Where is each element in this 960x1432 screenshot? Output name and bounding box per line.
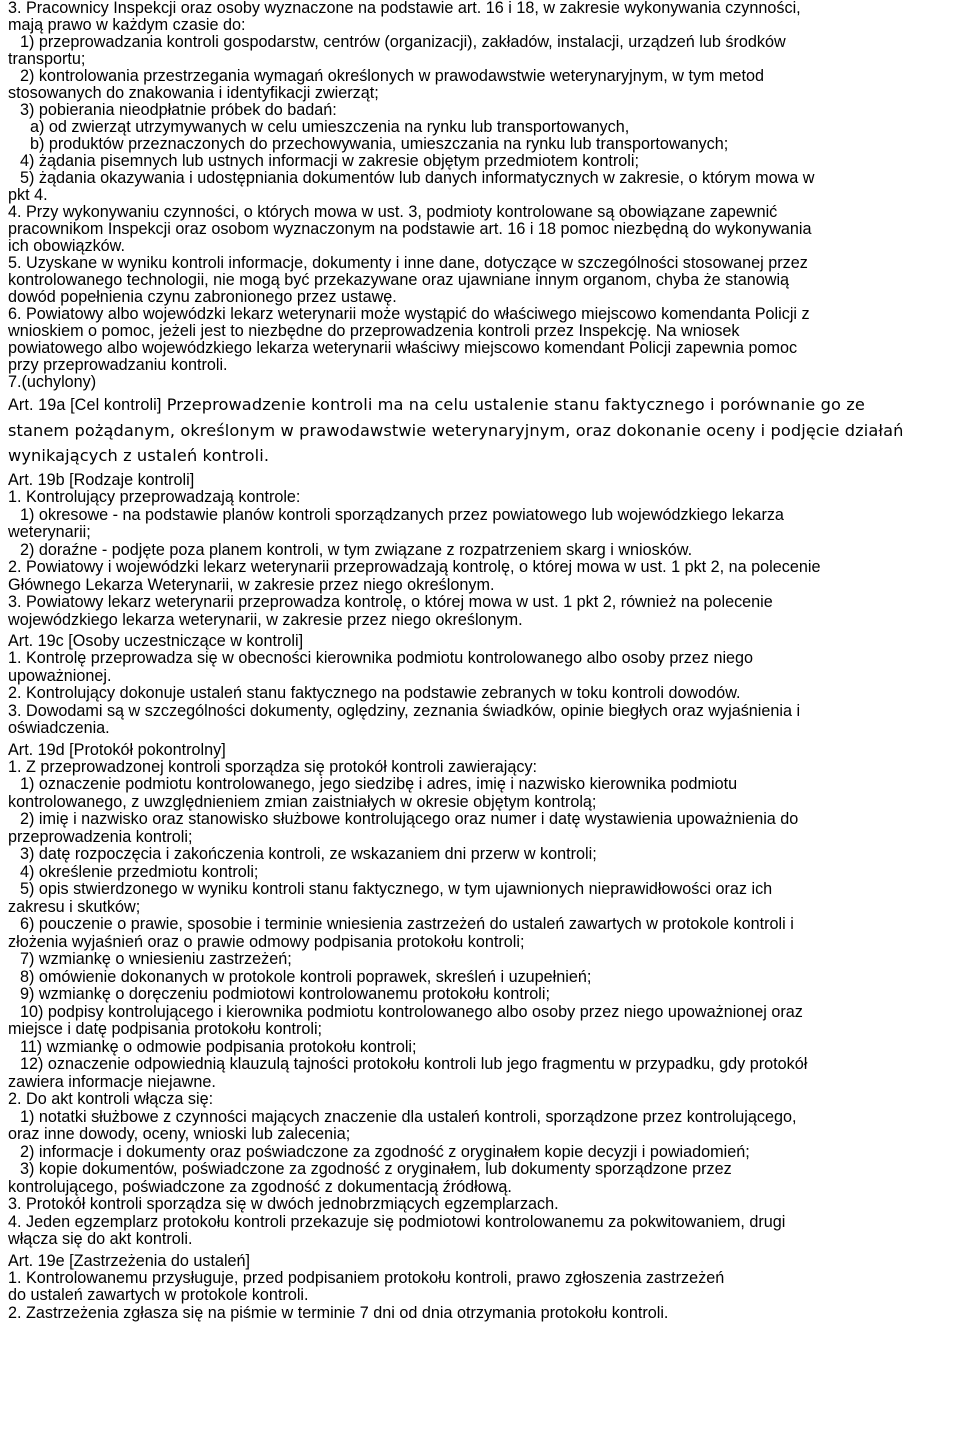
- text-line: do ustaleń zawartych w protokole kontroli.: [8, 1286, 309, 1304]
- text-line: kontrolującego, poświadczone za zgodność z dokumentacją źródłową.: [8, 1177, 512, 1196]
- text-line: 3. Protokół kontroli sporządza się w dwóch jednobrzmiących egzemplarzach.: [8, 1195, 559, 1213]
- text-line: ich obowiązków.: [8, 237, 125, 255]
- text-line: 4. Jeden egzemplarz protokołu kontroli przekazuje się podmiotowi kontrolowanemu za pokwitowaniem, drugi: [8, 1212, 786, 1231]
- text-line: 11) wzmiankę o odmowie podpisania protokołu kontroli;: [20, 1037, 417, 1056]
- text-line: 1. Kontrolujący przeprowadzają kontrole:: [8, 488, 301, 506]
- text-line: 9) wzmiankę o doręczeniu podmiotowi kontrolowanemu protokołu kontroli;: [20, 985, 550, 1003]
- text-line: 1) notatki służbowe z czynności mających znaczenie dla ustaleń kontroli, sporządzone przez kontrolującego,: [20, 1107, 797, 1126]
- text-line: wojewódzkiego lekarza weterynarii, w zakresie przez niego określonym.: [8, 610, 523, 629]
- text-line: [8, 392, 952, 418]
- text-line: upoważnionej.: [8, 666, 112, 685]
- text-line: pracownikom Inspekcji oraz osobom wyznaczonym na podstawie art. 16 i 18 pomoc niezbędną do wykonywania: [8, 220, 812, 238]
- text-line: stanem pożądanym, określonym w prawodawstwie weterynaryjnym, oraz dokonanie oceny i podjęcie działań: [8, 421, 904, 440]
- text-line: 7.(uchylony): [8, 373, 97, 391]
- text-line: b) produktów przeznaczonych do przechowywania, umieszczania na rynku lub transportowanych;: [30, 135, 729, 153]
- text-line: włącza się do akt kontroli.: [8, 1230, 193, 1248]
- text-line: 12) oznaczenie odpowiednią klauzulą tajności protokołu kontroli lub jego fragmentu w przypadku, gdy protokół: [20, 1055, 808, 1073]
- text-line: miejsce i datę podpisania protokołu kontroli;: [8, 1020, 323, 1038]
- article-heading: Art. 19d [Protokół pokontrolny]: [8, 740, 226, 759]
- text-line: 2. Zastrzeżenia zgłasza się na piśmie w terminie 7 dni od dnia otrzymania protokołu kontroli.: [8, 1303, 669, 1322]
- text-line: mają prawo w każdym czasie do:: [8, 16, 246, 34]
- article-heading: Art. 19a [Cel kontroli]: [8, 396, 162, 414]
- text-line: 4. Przy wykonywaniu czynności, o których mowa w ust. 3, podmioty kontrolowane są obowiązane zapewnić: [8, 203, 778, 221]
- text-line: dowód popełnienia czynu zabronionego przez ustawę.: [8, 288, 397, 306]
- article-19c: [8, 632, 952, 738]
- text-line: 5) żądania okazywania i udostępniania dokumentów lub danych informatycznych w zakresie, o którym mowa w: [20, 169, 815, 187]
- text-line: 3) kopie dokumentów, poświadczone za zgodność z oryginałem, lub dokumenty sporządzone przez: [20, 1160, 732, 1178]
- article-text: Przeprowadzenie kontroli ma na celu ustalenie stanu faktycznego i porównanie go ze: [166, 395, 865, 414]
- article-19d: [8, 741, 952, 1249]
- text-line: 3) pobierania nieodpłatnie próbek do badań:: [20, 101, 337, 119]
- text-line: Głównego Lekarza Weterynarii, w zakresie przez niego określonym.: [8, 575, 495, 594]
- text-line: 1) oznaczenie podmiotu kontrolowanego, jego siedzibę i adres, imię i nazwisko kierownika podmiotu: [20, 775, 738, 793]
- text-line: 1) przeprowadzania kontroli gospodarstw, centrów (organizacji), zakładów, instalacji, urządzeń lub środków: [20, 33, 786, 51]
- text-line: 1. Z przeprowadzonej kontroli sporządza się protokół kontroli zawierający:: [8, 757, 538, 776]
- text-line: zawiera informacje niejawne.: [8, 1072, 216, 1091]
- article-19a: [8, 392, 952, 468]
- text-line: transportu;: [8, 50, 86, 68]
- text-line: zakresu i skutków;: [8, 897, 141, 916]
- text-line: 10) podpisy kontrolującego i kierownika podmiotu kontrolowanego albo osoby przez niego upoważnionej oraz: [20, 1002, 803, 1021]
- text-line: przy przeprowadzaniu kontroli.: [8, 356, 228, 374]
- article-heading: Art. 19b [Rodzaje kontroli]: [8, 471, 195, 489]
- text-line: 2) informacje i dokumenty oraz poświadczone za zgodność z oryginałem kopie decyzji i powiadomień;: [20, 1142, 750, 1161]
- text-line: stosowanych do znakowania i identyfikacji zwierząt;: [8, 84, 379, 102]
- text-line: kontrolowanego technologii, nie mogą być przekazywane oraz ujawniane innym organom, chyba że stanowią: [8, 271, 790, 289]
- text-line: 2. Kontrolujący dokonuje ustaleń stanu faktycznego na podstawie zebranych w toku kontroli dowodów.: [8, 684, 741, 702]
- article-heading: Art. 19e [Zastrzeżenia do ustaleń]: [8, 1251, 251, 1270]
- text-line: 2) doraźne - podjęte poza planem kontroli, w tym związane z rozpatrzeniem skarg i wniosków.: [20, 540, 693, 559]
- text-line: 1. Kontrolę przeprowadza się w obecności kierownika podmiotu kontrolowanego albo osoby przez niego: [8, 649, 754, 667]
- text-line: oraz inne dowody, oceny, wnioski lub zalecenia;: [8, 1125, 351, 1143]
- text-line: 4) określenie przedmiotu kontroli;: [20, 862, 259, 881]
- text-line: 5. Uzyskane w wyniku kontroli informacje, dokumenty i inne dane, dotyczące w szczególności stosowanej przez: [8, 254, 808, 272]
- text-line: powiatowego albo wojewódzkiego lekarza weterynarii właściwy miejscowo komendant Policji zapewnia pomoc: [8, 339, 798, 357]
- text-line: a) od zwierząt utrzymywanych w celu umieszczenia na rynku lub transportowanych,: [30, 118, 630, 136]
- text-line: 2) imię i nazwisko oraz stanowisko służbowe kontrolującego oraz numer i datę wystawienia upoważnienia do: [20, 810, 799, 828]
- text-line: oświadczenia.: [8, 719, 110, 737]
- text-line: pkt 4.: [8, 186, 48, 204]
- article-19b: [8, 471, 952, 629]
- article-heading: Art. 19c [Osoby uczestniczące w kontroli]: [8, 632, 304, 650]
- text-line: 5) opis stwierdzonego w wyniku kontroli stanu faktycznego, w tym ujawnionych nieprawidłowości oraz ich: [20, 880, 773, 898]
- text-line: kontrolowanego, z uwzględnieniem zmian zaistniałych w okresie objętym kontrolą;: [8, 792, 597, 811]
- section-art19-par3-7: [8, 0, 952, 391]
- text-line: 3. Powiatowy lekarz weterynarii przeprowadza kontrolę, o której mowa w ust. 1 pkt 2, również na polecenie: [8, 593, 773, 611]
- text-line: 3. Dowodami są w szczególności dokumenty, oględziny, zeznania świadków, opinie biegłych oraz wyjaśnienia i: [8, 701, 801, 720]
- text-line: złożenia wyjaśnień oraz o prawie odmowy podpisania protokołu kontroli;: [8, 932, 525, 951]
- text-line: 6. Powiatowy albo wojewódzki lekarz weterynarii może wystąpić do właściwego miejscowo komendanta Policji z: [8, 305, 810, 323]
- text-line: 8) omówienie dokonanych w protokole kontroli poprawek, skreśleń i uzupełnień;: [20, 967, 592, 986]
- text-line: 1. Kontrolowanemu przysługuje, przed podpisaniem protokołu kontroli, prawo zgłoszenia zastrzeżeń: [8, 1268, 725, 1287]
- text-line: 1) okresowe - na podstawie planów kontroli sporządzanych przez powiatowego lub wojewódzkiego lekarza: [20, 505, 784, 524]
- article-19e: [8, 1252, 952, 1323]
- text-line: 4) żądania pisemnych lub ustnych informacji w zakresie objętym przedmiotem kontroli;: [20, 152, 639, 170]
- text-line: 2. Do akt kontroli włącza się:: [8, 1090, 214, 1108]
- text-line: 3) datę rozpoczęcia i zakończenia kontroli, ze wskazaniem dni przerw w kontroli;: [20, 845, 597, 863]
- text-line: 2) kontrolowania przestrzegania wymagań określonych w prawodawstwie weterynaryjnym, w tym metod: [20, 67, 765, 85]
- text-line: przeprowadzenia kontroli;: [8, 827, 193, 846]
- text-line: 2. Powiatowy i wojewódzki lekarz weterynarii przeprowadzają kontrolę, o której mowa w ust. 1 pkt 2, na polecenie: [8, 558, 821, 576]
- text-line: 7) wzmiankę o wniesieniu zastrzeżeń;: [20, 950, 292, 968]
- text-line: wynikających z ustaleń kontroli.: [8, 446, 270, 465]
- text-line: weterynarii;: [8, 523, 91, 541]
- text-line: 3. Pracownicy Inspekcji oraz osoby wyznaczone na podstawie art. 16 i 18, w zakresie wykonywania czynności,: [8, 0, 801, 17]
- text-line: 6) pouczenie o prawie, sposobie i terminie wniesienia zastrzeżeń do ustaleń zawartych w protokole kontroli i: [20, 915, 794, 933]
- text-line: wnioskiem o pomoc, jeżeli jest to niezbędne do przeprowadzenia kontroli przez Inspekcję. Na wniosek: [8, 322, 740, 340]
